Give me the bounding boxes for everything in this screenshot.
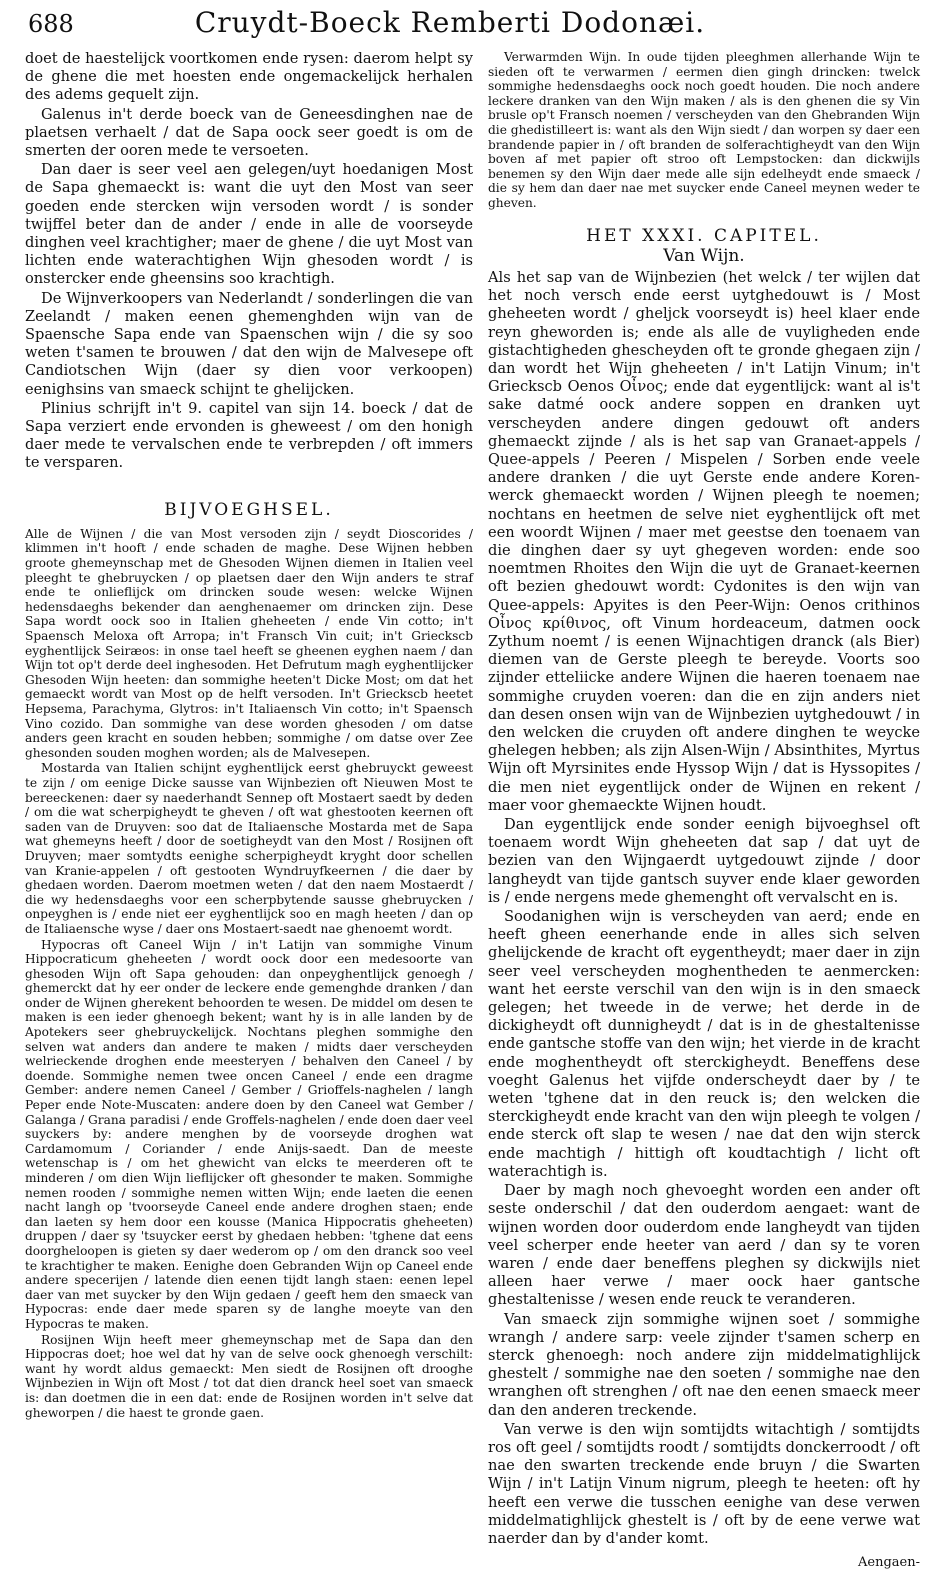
section-heading: BIJVOEGHSEL. bbox=[164, 499, 334, 520]
paragraph: Rosijnen Wijn heeft meer ghemeynschap met de Sapa dan den Hippocras doet; hoe wel dat hy van de selve oock ghenoegh verschilt: want hy wordt aldus gemaeckt: Men siedt de Rosijnen oft drooghe Wijnbezien in Wijn oft Most / tot dat dien dranck heel soet van smaeck is: dan doetmen die in een dat: ende de Rosijnen worden in't selve dat gheworpen / die haest te gronde gaen. bbox=[25, 1332, 473, 1420]
paragraph: Mostarda van Italien schijnt eyghentlijck eerst ghebruyckt geweest te zijn / om eenige Dicke sausse van Wijnbezien oft Nieuwen Most te bereeckenen: daer sy naederhandt Sennep oft Mostaert saedt by deden / om die wat scherpigheydt te gheven / oft wat ghestooten keernen oft saden van de Druyven: soo dat de Italiaensche Mostarda met de Sapa wat ghemeyns heeft / door de soetigheydt van den Most / Rosijnen oft Druyven; maer somtydts eenighe scherpigheydt kryght door schellen van Kranie-appelen / oft gestooten Wyndruyfkeernen / die daer by ghedaen worden. Daerom moetmen weten / dat den naem Mostaerdt / die wy hedensdaeghs voor een scherpbytende sausse ghebruycken / onpeyghen is / ende niet eer eyghentlijck soo en magh heeten / dan op de Italiaensche wyse / daer ons Mostaert-saedt nae ghenoemt wordt. bbox=[25, 761, 473, 936]
paragraph: Dan eygentlijck ende sonder eenigh bijvoeghsel oft toenaem wordt Wijn gheheeten dat sap / dat uyt de bezien van den Wijngaerdt uytgedouwt zijnde / door langheydt van tijde gantsch suyver ende klaer geworden is / ende nergens mede ghemenght oft vervalscht en is. bbox=[488, 816, 920, 906]
chapter-heading: HET XXXI. CAPITEL. bbox=[586, 225, 822, 246]
paragraph: Plinius schrijft in't 9. capitel van sijn 14. boeck / dat de Sapa verziert ende ervonden is gheweest / om den honigh daer mede te vervalschen ende te verbrepden / oft immers te versparen. bbox=[25, 399, 473, 472]
catchword: Aengaen- bbox=[858, 1555, 920, 1571]
paragraph: doet de haestelijck voortkomen ende rysen: daerom helpt sy de ghene die met hoesten ende ongemackelijck herhalen des adems gequelt zijn. bbox=[25, 50, 473, 104]
note-text bbox=[488, 50, 920, 211]
paragraph: Dan daer is seer veel aen gelegen/uyt hoedanigen Most de Sapa ghemaeckt is: want die uyt den Most van seer goeden ende stercken wijn versoden wordt / is sonder twijffel beter dan de ander / ende in alle de voorseyde dinghen veel krachtigher; maer de ghene / die uyt Most van lichten ende waterachtighen Wijn ghesoden wordt / is onstercker ende gheensins soo krachtigh. bbox=[25, 161, 473, 288]
paragraph: Galenus in't derde boeck van de Geneesdinghen nae de plaetsen verhaelt / dat de Sapa oock seer goedt is om de smerten der ooren mede te versoeten. bbox=[25, 105, 473, 160]
paragraph: Van smaeck zijn sommighe wijnen soet / sommighe wrangh / andere sarp: veele zijnder t'samen scherp en sterck ghenoegh: noch andere zijn middelmatighlijck ghestelt / sommighe nae den soeten / sommighe nae den wranghen oft strenghen / oft nae den eenen smaeck meer dan den anderen treckende. bbox=[488, 1310, 920, 1419]
paragraph: De Wijnverkoopers van Nederlandt / sonderlingen die van Zeelandt / maken eenen ghemenghden wijn van de Spaensche Sapa ende van Spaenschen wijn / die sy soo weten t'samen te brouwen / dat den wijn de Malvesepe oft Candiotschen Wijn (daer sy dien voor verkoopen) eenighsins van smaeck schijnt te ghelijcken. bbox=[25, 289, 473, 398]
paragraph: Soodanighen wijn is verscheyden van aerd; ende en heeft gheen eenerhande ende in alles sich selven ghelijckende de kracht oft eygentheydt; maer daer in zijn seer veel verscheyden moghentheden te aenmercken: want het eerste verschil van den wijn is in den smaeck gelegen; het tweede in de verwe; het derde in de dickigheydt oft dunnigheydt / dat is in de ghestaltenisse ende gantsche stoffe van den wijn; het vierde in de kracht ende moghentheydt oft sterckigheydt. Beneffens dese voeght Galenus het vijfde onderscheydt daer by / te weten 'tghene dat in den reuck is; den welcken die sterckigheydt ende kracht van den wijn pleegh te volgen / ende sterck oft slap te wesen / nae dat den wijn sterck ende machtigh / hittigh oft koudtachtigh / licht oft waterachtigh is. bbox=[488, 908, 920, 1180]
running-title: Cruydt-Boeck Remberti Dodonæi. bbox=[194, 6, 706, 39]
paragraph: Hypocras oft Caneel Wijn / in't Latijn van sommighe Vinum Hippocraticum gheheeten / wordt oock door een medesoorte van ghesoden Wijn oft Sapa gehouden: dan onpeyghentlijck genoegh / ghemerckt dat hy eer onder de leckere ende gemenghde dranken / dan onder de Wijnen gherekent behoorden te wesen. De middel om desen te maken is een ieder ghenoegh bekent; want hy is in alle landen by de Apotekers seer ghebruyckelijck. Nochtans pleghen sommighe den selven wat anders dan andere te maken / midts daer verscheyden welrieckende droghen ende meesteryen / behalven den Caneel / by doende. Sommighe nemen twee oncen Caneel / ende een dragme Gember: andere nemen Caneel / Gember / Grioffels-naghelen / langh Peper ende Note-Muscaten: andere doen by den Caneel wat Gember / Galanga / Grana paradisi / ende Groffels-naghelen / ende doen daer veel suyckers by: andere menghen by de voorseyde droghen wat Cardamomum / Coriander / ende Anijs-saedt. Dan de meeste wetenschap is / om het ghewicht van elcks te meerderen oft te minderen / om dien Wijn lieflijcker oft ghesonder te maken. Sommighe nemen rooden / sommighe nemen witten Wijn; ende laeten die eenen nacht langh op 'tvoorseyde Caneel ende andere droghen staen; ende dan laeten sy hem door een kousse (Manica Hippocratis gheheeten) druppen / daer sy 'tsuycker eerst by ghedaen hebben: 'tghene dat eens doorgheloopen is gieten sy daer wederom op / om den dranck soo veel te krachtigher te maken. Eenighe doen Gebranden Wijn op Caneel ende andere specerijen / latende dien eenen tijdt langh staen: eenen lepel daer van met suycker by den Wijn gedaen / geeft hem den smaeck van Hypocras: ende daer mede sparen sy de langhe moeyte van den Hypocras te maken. bbox=[25, 937, 473, 1331]
paragraph: Van verwe is den wijn somtijdts witachtigh / somtijdts ros oft geel / somtijdts roodt / somtijdts donckerroodt / oft nae den swarten treckende ende bruyn / die Swarten Wijn / in't Latijn Vinum nigrum, pleegh te heeten: oft hy heeft een verwe die tusschen eenighe van dese verwen middelmatighlijck ghestelt is / oft by de eene verwe wat naerder dan by d'ander komt. bbox=[488, 1420, 920, 1547]
right-column bbox=[488, 50, 920, 1571]
bijvoeghsel-text bbox=[25, 527, 473, 1420]
page-number: 688 bbox=[28, 10, 74, 38]
chapter-subtitle: Van Wijn. bbox=[663, 245, 745, 266]
paragraph: Daer by magh noch ghevoeght worden een ander oft seste onderschil / dat den ouderdom aengaet: want de wijnen worden door ouderdom ende langheydt van tijden veel scherper ende heeter van aerd / dan sy te voren waren / ende daer beneffens pleghen sy dickwijls niet alleen haer verwe / maer oock haer gantsche ghestaltenisse / wesen ende reuck te veranderen. bbox=[488, 1182, 920, 1309]
page-header bbox=[28, 6, 922, 46]
paragraph: Als het sap van de Wijnbezien (het welck / ter wijlen dat het noch versch ende eerst uytghedouwt is / Most gheheeten wordt / gheljck voorseydt is) heel klaer ende reyn gheworden is; ende als alle de vuyligheden ende gistachtigheden ghescheyden oft te gronde ghegaen zijn / dan wordt het Wijn gheheeten / in't Latijn Vinum; in't Grieckscb Oenos Οἶνος; ende dat eygentlijck: want al is't sake datmé oock andere soppen en dranken uyt verscheyden andere dingen gedouwt oft anders ghemaeckt zijnde / als is het sap van Granaet-appels / Quee-appels / Peeren / Mispelen / Sorben ende veele andere dranken / die uyt Gerste ende andere Koren-werck ghemaeckt worden / Wijnen pleegh te noemen; nochtans en heetmen de selve niet eyghentlijck oft met een woordt Wijnen / maer met geestse den toenaem van die dinghen daer sy uyt ghegeven worden: ende soo noemtmen Rhoites den Wijn die uyt de Granaet-keernen oft bezien ghedouwt wordt: Cydonites is den wijn van Quee-appels: Apyites is den Peer-Wijn: Oenos crithinos Οἶνος κρίθινος, oft Vinum hordeaceum, datmen oock Zythum noemt / is eenen Wijnachtigen dranck (als Bier) diemen van de Gerste pleegh te bereyde. Voorts soo zijnder etteliicke andere Wijnen die haeren toenaem nae sommighe cruyden voeren: dan die en zijn anders niet dan desen onsen wijn van de Wijnbezien uytghedouwt / in den welcken die cruyden oft andere dinghen te weycke ghelegen hebben; als zijn Alsen-Wijn / Absinthites, Myrtus Wijn oft Myrsinites ende Hyssop Wijn / dat is Hyssopites / die men niet eygentlijck onder de Wijnen en rekent / maer voor ghemaeckte Wijnen houdt. bbox=[488, 268, 920, 814]
paragraph: Verwarmden Wijn. In oude tijden pleeghmen allerhande Wijn te sieden oft te verwarmen / eermen dien gingh drincken: twelck sommighe hedensdaeghs oock noch goedt houden. Die noch andere leckere dranken van den Wijn maken / als is den ghenen die sy Vin brusle op't Fransch noemen / verscheyden van den Ghebranden Wijn die ghedistilleert is: want als den Wijn siedt / dan worpen sy daer een brandende papier in / oft branden de solferachtigheydt van den Wijn boven af met papier oft stroo oft Lempstocken: dan dickwijls benemen sy den Wijn daer mede alle sijn edelheydt ende smaeck / die sy hem dan daer nae met suycker ende Caneel meynen weder te gheven. bbox=[488, 50, 920, 210]
left-column bbox=[25, 50, 473, 1530]
paragraph: Alle de Wijnen / die van Most versoden zijn / seydt Dioscorides / klimmen in't hooft / ende schaden de maghe. Dese Wijnen hebben groote ghemeynschap met de Ghesoden Wijnen diemen in Italien veel pleeght te ghebruycken / op plaetsen daer den Wijn anders te straf ende te onlieflijck om drincken soude wesen: welcke Wijnen hedensdaeghs bekender dan aenghenaemer om drincken zijn. Dese Sapa wordt oock soo in Italien gheheeten / ende Vin cotto; in't Spaensch Meloxa oft Arropa; in't Fransch Vin cuit; in't Grieckscb eyghentlijck Seiræos: in onse tael heeft se gheenen eyghen naem / dan Wijn tot op't derde deel inghesoden. Het Defrutum magh eyghentlijcker Ghesoden Wijn heeten: dan sommighe heeten't Dicke Most; om dat het gemaeckt wordt van Most op de helft versoden. In't Grieckscb heetet Hepsema, Parachyma, Glytros: in't Italiaensch Vin cotto; in't Spaensch Vino cozido. Dan sommighe van dese worden ghesoden / om datse anders geen kracht en souden hebben; sommighe / om datse over Zee ghesonden souden moghen worden; als de Malvesepen. bbox=[25, 526, 473, 760]
